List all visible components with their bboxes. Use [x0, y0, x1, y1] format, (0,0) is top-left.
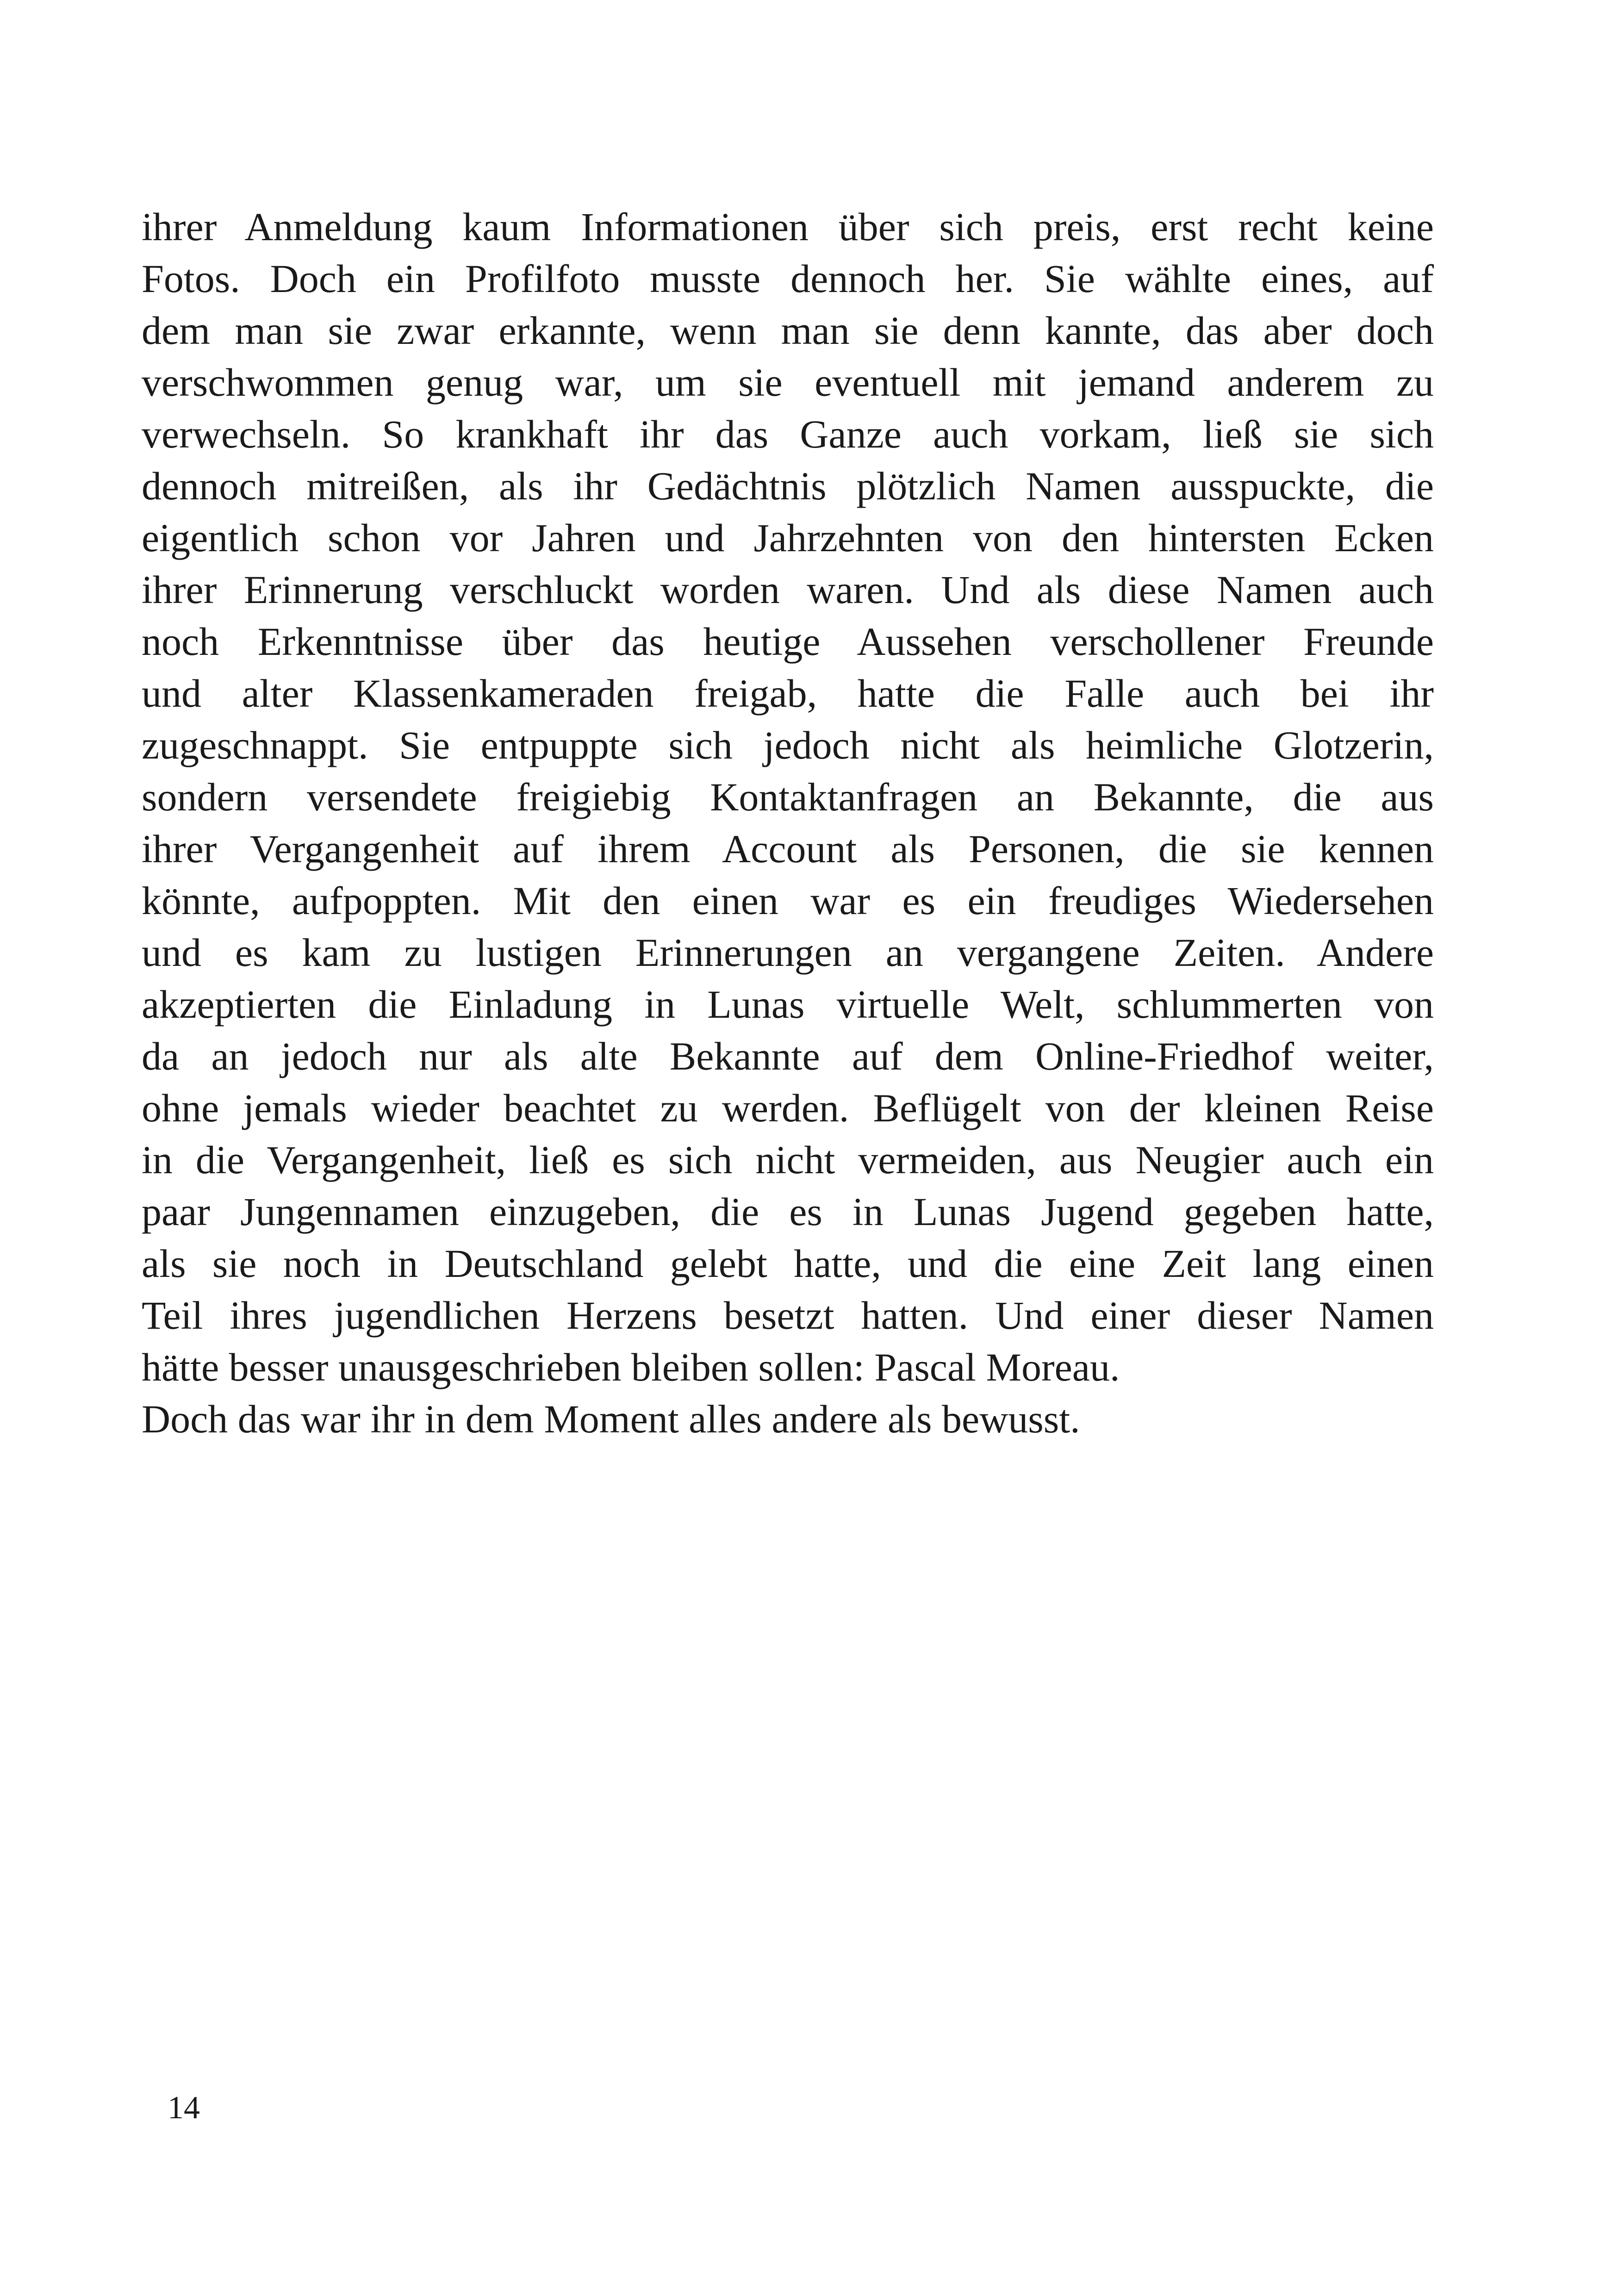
- text-line: sondern versendete freigiebig Kontaktanfragen an Bekannte, die aus: [142, 775, 1434, 819]
- text-line: könnte, aufpoppten. Mit den einen war es ein freudiges Wiedersehen: [142, 878, 1434, 923]
- text-line: und es kam zu lustigen Erinnerungen an vergangene Zeiten. Andere: [142, 930, 1434, 975]
- text-line: in die Vergangenheit, ließ es sich nicht vermeiden, aus Neugier auch ein: [142, 1138, 1434, 1182]
- page-number: 14: [168, 2090, 200, 2126]
- text-line: akzeptierten die Einladung in Lunas virtuelle Welt, schlummerten von: [142, 982, 1434, 1027]
- text-line: da an jedoch nur als alte Bekannte auf dem Online-Friedhof weiter,: [142, 1034, 1434, 1078]
- text-line: dennoch mitreißen, als ihr Gedächtnis plötzlich Namen ausspuckte, die: [142, 464, 1434, 508]
- text-line: Fotos. Doch ein Profilfoto musste dennoch her. Sie wählte eines, auf: [142, 256, 1434, 301]
- text-line: als sie noch in Deutschland gelebt hatte, und die eine Zeit lang einen: [142, 1241, 1434, 1286]
- text-line: ihrer Vergangenheit auf ihrem Account als Personen, die sie kennen: [142, 827, 1434, 871]
- text-line: und alter Klassenkameraden freigab, hatte die Falle auch bei ihr: [142, 671, 1434, 716]
- text-line: verschwommen genug war, um sie eventuell mit jemand anderem zu: [142, 360, 1434, 404]
- text-line: Doch das war ihr in dem Moment alles andere als bewusst.: [142, 1397, 1080, 1441]
- text-line: dem man sie zwar erkannte, wenn man sie denn kannte, das aber doch: [142, 308, 1434, 353]
- text-line: verwechseln. So krankhaft ihr das Ganze auch vorkam, ließ sie sich: [142, 412, 1434, 456]
- text-line: zugeschnappt. Sie entpuppte sich jedoch nicht als heimliche Glotzerin,: [142, 723, 1434, 767]
- text-line: ohne jemals wieder beachtet zu werden. Beflügelt von der kleinen Reise: [142, 1086, 1434, 1130]
- text-line: ihrer Erinnerung verschluckt worden waren. Und als diese Namen auch: [142, 567, 1434, 612]
- text-line: ihrer Anmeldung kaum Informationen über sich preis, erst recht keine: [142, 205, 1434, 249]
- body-text: [142, 201, 1434, 1445]
- text-line: hätte besser unausgeschrieben bleiben sollen: Pascal Moreau.: [142, 1345, 1120, 1389]
- text-line: noch Erkenntnisse über das heutige Aussehen verschollener Freunde: [142, 619, 1434, 664]
- text-line: eigentlich schon vor Jahren und Jahrzehnten von den hintersten Ecken: [142, 516, 1434, 560]
- text-line: Teil ihres jugendlichen Herzens besetzt hatten. Und einer dieser Namen: [142, 1293, 1434, 1338]
- text-line: paar Jungennamen einzugeben, die es in Lunas Jugend gegeben hatte,: [142, 1189, 1434, 1234]
